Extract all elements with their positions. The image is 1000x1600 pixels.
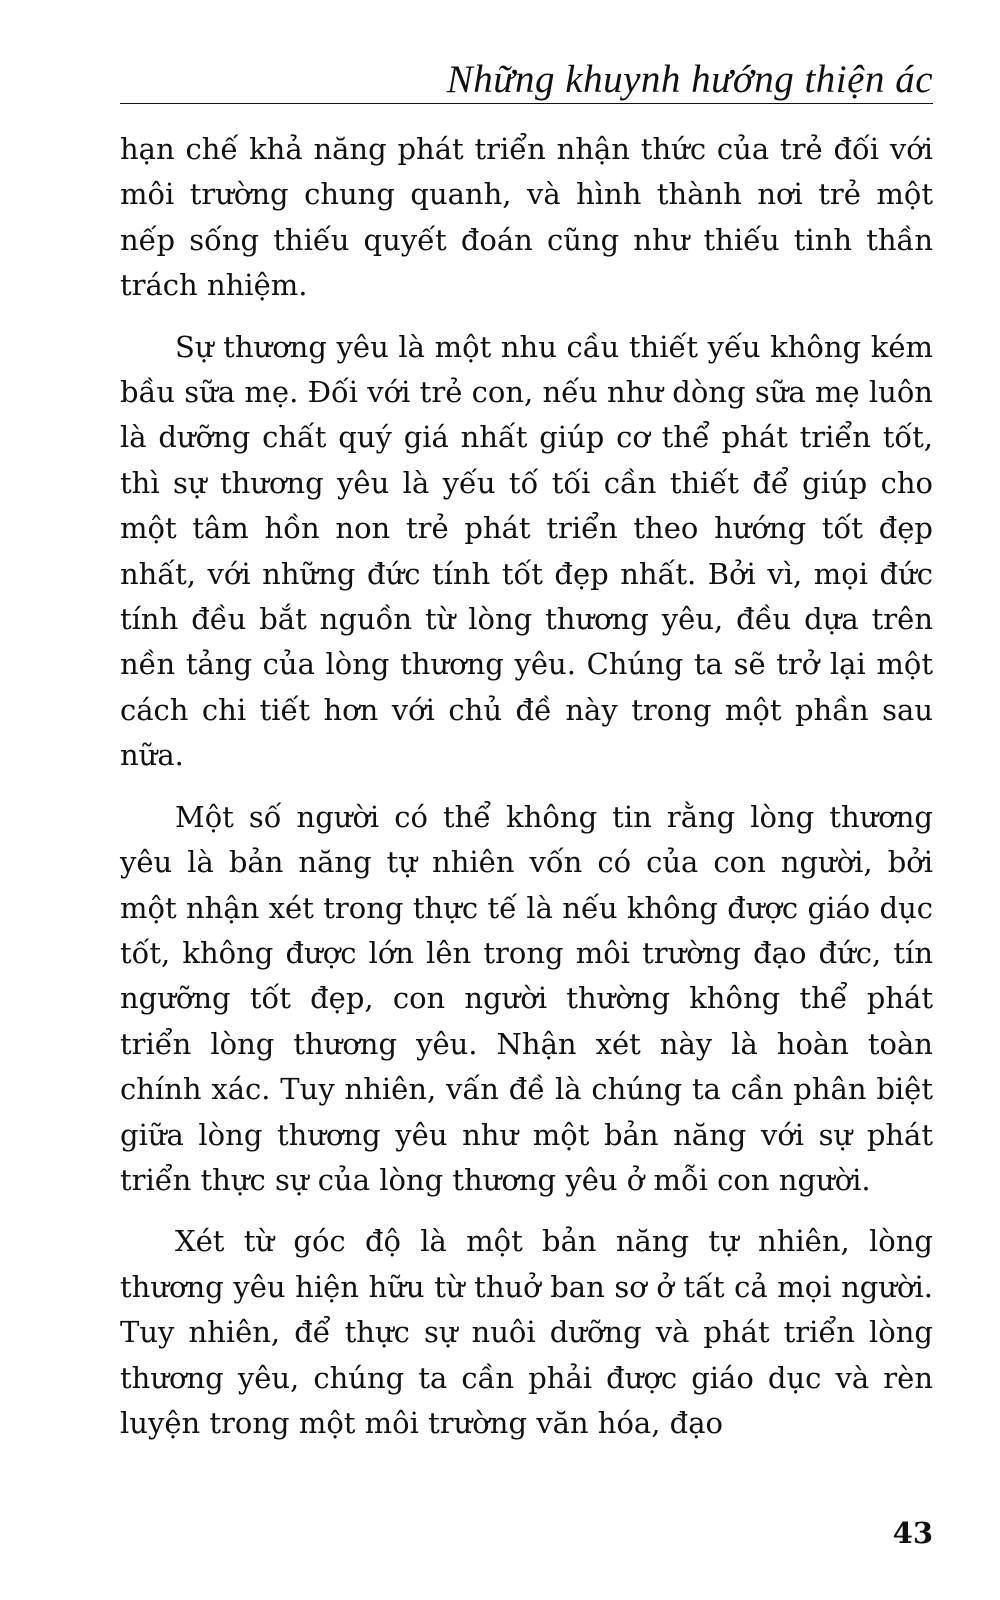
paragraph-2: Sự thương yêu là một nhu cầu thiết yếu không kém bầu sữa mẹ. Đối với trẻ con, nếu như dòng sữa mẹ luôn là dưỡng chất quý giá nhất giúp cơ thể phát triển tốt, thì sự thương yêu là yếu tố tối cần thiết để giúp cho một tâm hồn non trẻ phát triển theo hướng tốt đẹp nhất, với những đức tính tốt đẹp nhất. Bởi vì, mọi đức tính đều bắt nguồn từ lòng thương yêu, đều dựa trên nền tảng của lòng thương yêu. Chúng ta sẽ trở lại một cách chi tiết hơn với chủ đề này trong một phần sau nữa. <box>120 329 933 773</box>
header-rule <box>120 103 933 104</box>
running-header: Những khuynh hướng thiện ác <box>446 58 933 101</box>
paragraph-1: hạn chế khả năng phát triển nhận thức của trẻ đối với môi trường chung quanh, và hình thành nơi trẻ một nếp sống thiếu quyết đoán cũng như thiếu tinh thần trách nhiệm. <box>120 132 933 303</box>
page-number: 43 <box>892 1516 933 1550</box>
paragraph-4: Xét từ góc độ là một bản năng tự nhiên, lòng thương yêu hiện hữu từ thuở ban sơ ở tất cả mọi người. Tuy nhiên, để thực sự nuôi dưỡng và phát triển lòng thương yêu, chúng ta cần phải được giáo dục và rèn luyện trong một môi trường văn hóa, đạo <box>120 1224 933 1440</box>
paragraph-3: Một số người có thể không tin rằng lòng thương yêu là bản năng tự nhiên vốn có của con người, bởi một nhận xét trong thực tế là nếu không được giáo dục tốt, không được lớn lên trong môi trường đạo đức, tín ngưỡng tốt đẹp, con người thường không thể phát triển lòng thương yêu. Nhận xét này là hoàn toàn chính xác. Tuy nhiên, vấn đề là chúng ta cần phân biệt giữa lòng thương yêu như một bản năng với sự phát triển thực sự của lòng thương yêu ở mỗi con người. <box>120 799 933 1197</box>
body-text <box>120 127 933 1446</box>
